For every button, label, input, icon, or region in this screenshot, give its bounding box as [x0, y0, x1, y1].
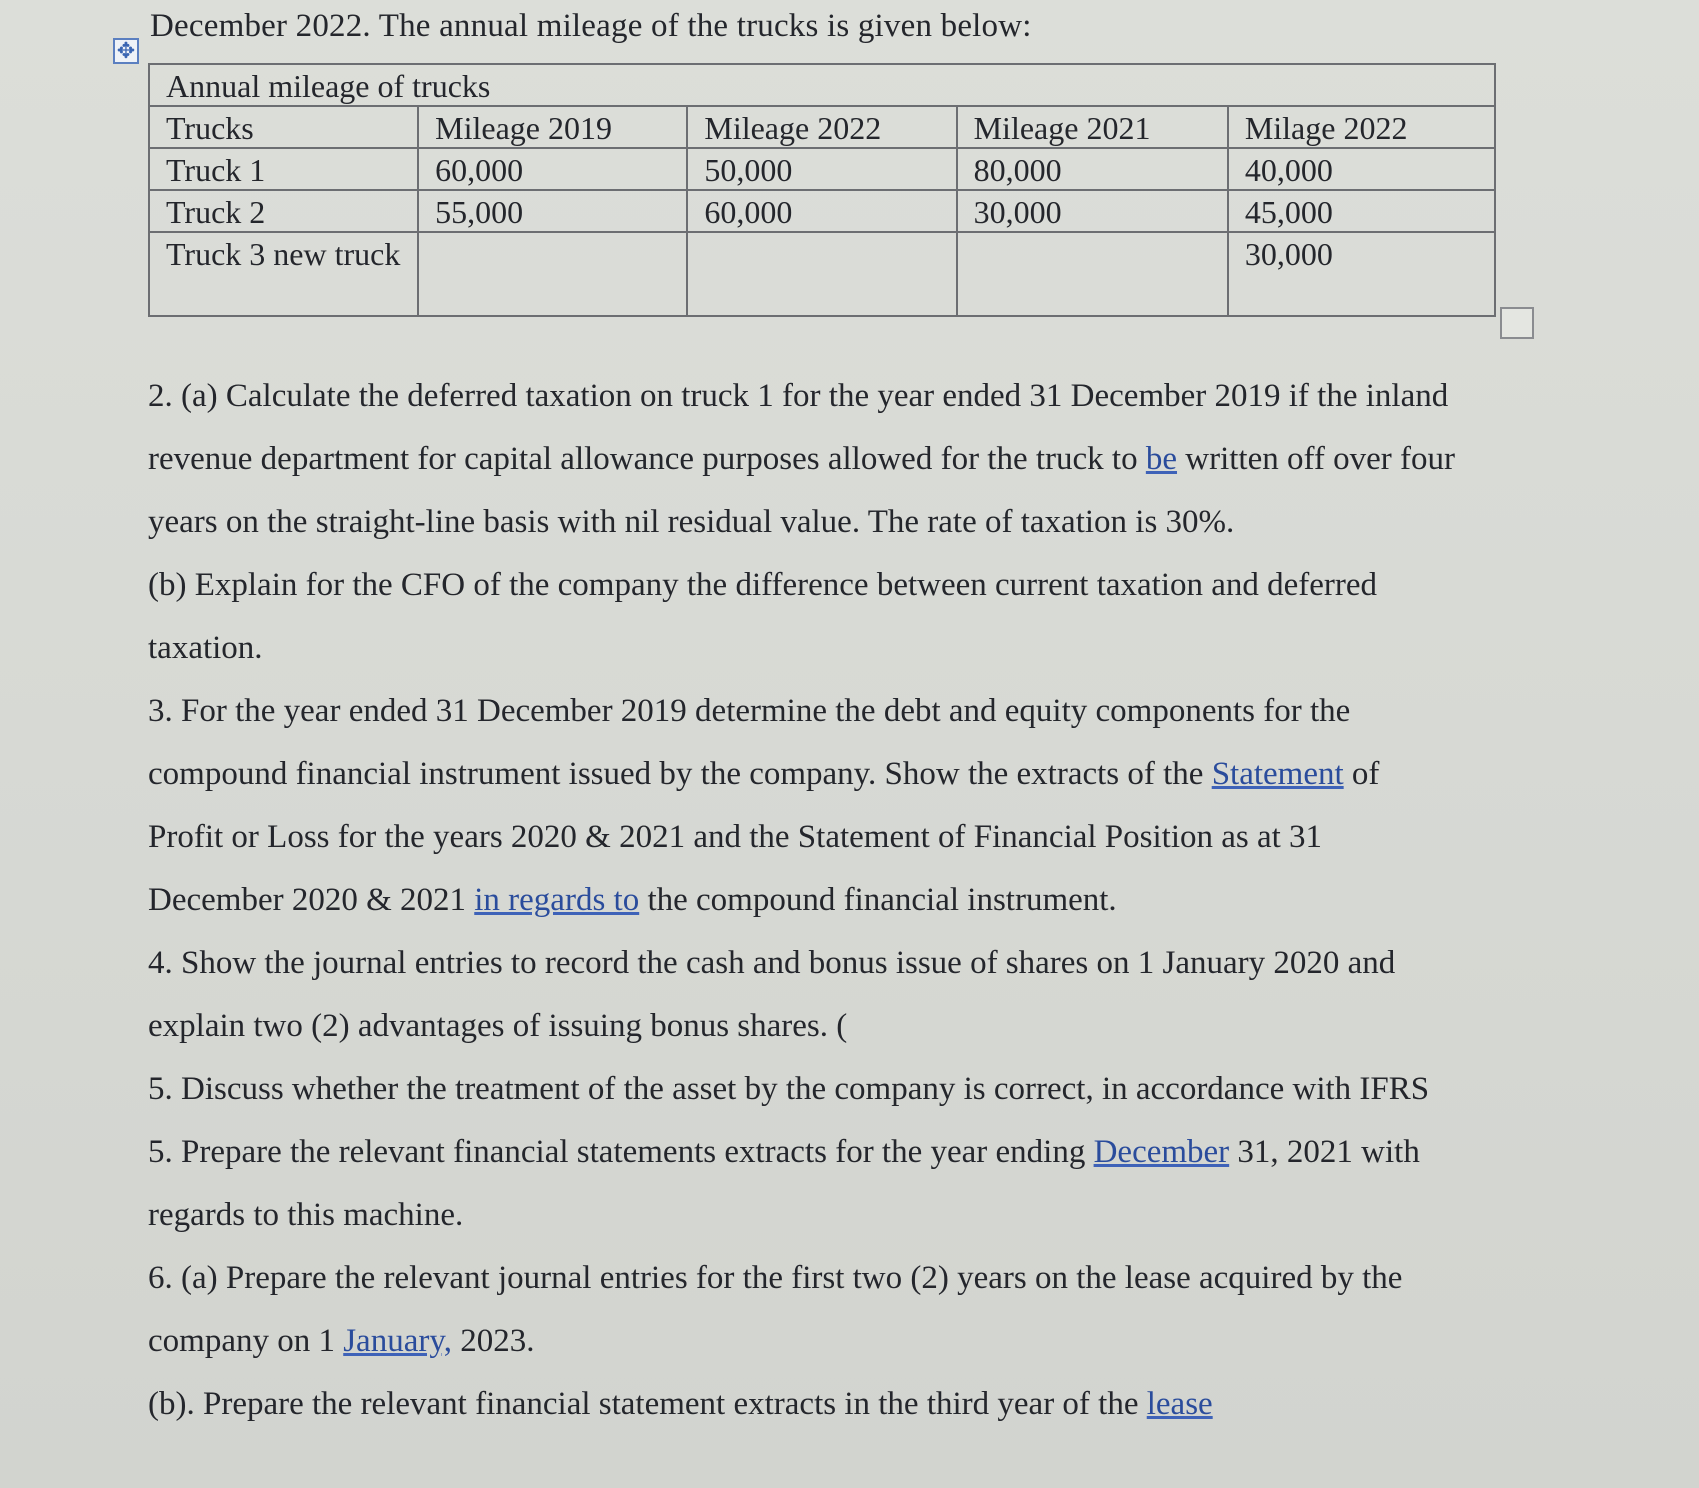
- table-cell: 40,000: [1228, 148, 1495, 190]
- table-resize-handle[interactable]: [1500, 307, 1534, 339]
- question-6b-text: (b). Prepare the relevant financial statement extracts in the third year of the: [148, 1386, 1147, 1422]
- question-3-text-middle: of Profit or Loss for the years 2020 & 2021 and the Statement of Financial Position as at 31 December 2020 & 2021: [148, 756, 1380, 918]
- table-cell: 60,000: [418, 148, 687, 190]
- question-2a-text-end: written off over four years on the straight-line basis with nil residual value. The rate of taxation is 30%.: [148, 441, 1455, 540]
- spelling-link[interactable]: December: [1093, 1134, 1230, 1170]
- question-5: [148, 1058, 1458, 1247]
- question-3-text: 3. For the year ended 31 December 2019 determine the debt and equity components for the compound financial instrument issued by the company. Show the extracts of the: [148, 693, 1351, 792]
- table-cell: 30,000: [957, 190, 1228, 232]
- table-row: [149, 190, 1495, 232]
- table-row: [149, 232, 1495, 316]
- table-caption: Annual mileage of trucks: [149, 64, 1495, 106]
- question-6a: [148, 1247, 1458, 1373]
- truck-mileage-table: [148, 63, 1496, 317]
- table-caption-row: [149, 64, 1495, 106]
- question-3: [148, 680, 1458, 932]
- spelling-link[interactable]: be: [1145, 441, 1178, 477]
- question-2a-text: 2. (a) Calculate the deferred taxation on truck 1 for the year ended 31 December 2019 if the inland revenue department for capital allowance purposes allowed for the truck to: [148, 378, 1449, 477]
- table-cell: [957, 232, 1228, 316]
- question-6a-text: 6. (a) Prepare the relevant journal entries for the first two (2) years on the lease acquired by the company on 1: [148, 1260, 1403, 1359]
- spelling-link[interactable]: Statement: [1211, 756, 1344, 792]
- table-cell: 55,000: [418, 190, 687, 232]
- header-cell: Milage 2022: [1228, 106, 1495, 148]
- table-cell: 60,000: [687, 190, 956, 232]
- table-cell: 30,000: [1228, 232, 1495, 316]
- header-cell: Mileage 2021: [957, 106, 1228, 148]
- question-6b: [148, 1373, 1458, 1436]
- question-5-text: 5. Discuss whether the treatment of the asset by the company is correct, in accordance with IFRS 5. Prepare the relevant financial statements extracts for the year ending: [148, 1071, 1430, 1170]
- intro-text: December 2022. The annual mileage of the trucks is given below:: [150, 8, 1032, 44]
- question-3-text-end: the compound financial instrument.: [639, 882, 1117, 918]
- table-header-row: [149, 106, 1495, 148]
- table-cell: 80,000: [957, 148, 1228, 190]
- table-cell: Truck 1: [149, 148, 418, 190]
- header-cell: Trucks: [149, 106, 418, 148]
- table-cell: [687, 232, 956, 316]
- question-2a: [148, 365, 1458, 554]
- question-5-text-end: 31, 2021 with regards to this machine.: [148, 1134, 1420, 1233]
- question-2b: (b) Explain for the CFO of the company the difference between current taxation and deferred taxation.: [148, 567, 1378, 666]
- table-cell: 45,000: [1228, 190, 1495, 232]
- question-6a-text-end: 2023.: [451, 1323, 535, 1359]
- table-move-handle-icon[interactable]: ✥: [113, 38, 139, 64]
- table-cell: Truck 3 new truck: [149, 232, 418, 316]
- grammar-link[interactable]: in regards to: [474, 882, 640, 918]
- header-cell: Mileage 2019: [418, 106, 687, 148]
- table-cell: 50,000: [687, 148, 956, 190]
- header-cell: Mileage 2022: [687, 106, 956, 148]
- table-cell: [418, 232, 687, 316]
- spelling-link[interactable]: January,: [343, 1323, 452, 1359]
- spelling-link[interactable]: lease: [1146, 1386, 1213, 1422]
- questions-section: [148, 365, 1458, 1436]
- table-row: [149, 148, 1495, 190]
- table-cell: Truck 2: [149, 190, 418, 232]
- question-4: 4. Show the journal entries to record the cash and bonus issue of shares on 1 January 2020 and explain two (2) advantages of issuing bonus shares. (: [148, 945, 1396, 1044]
